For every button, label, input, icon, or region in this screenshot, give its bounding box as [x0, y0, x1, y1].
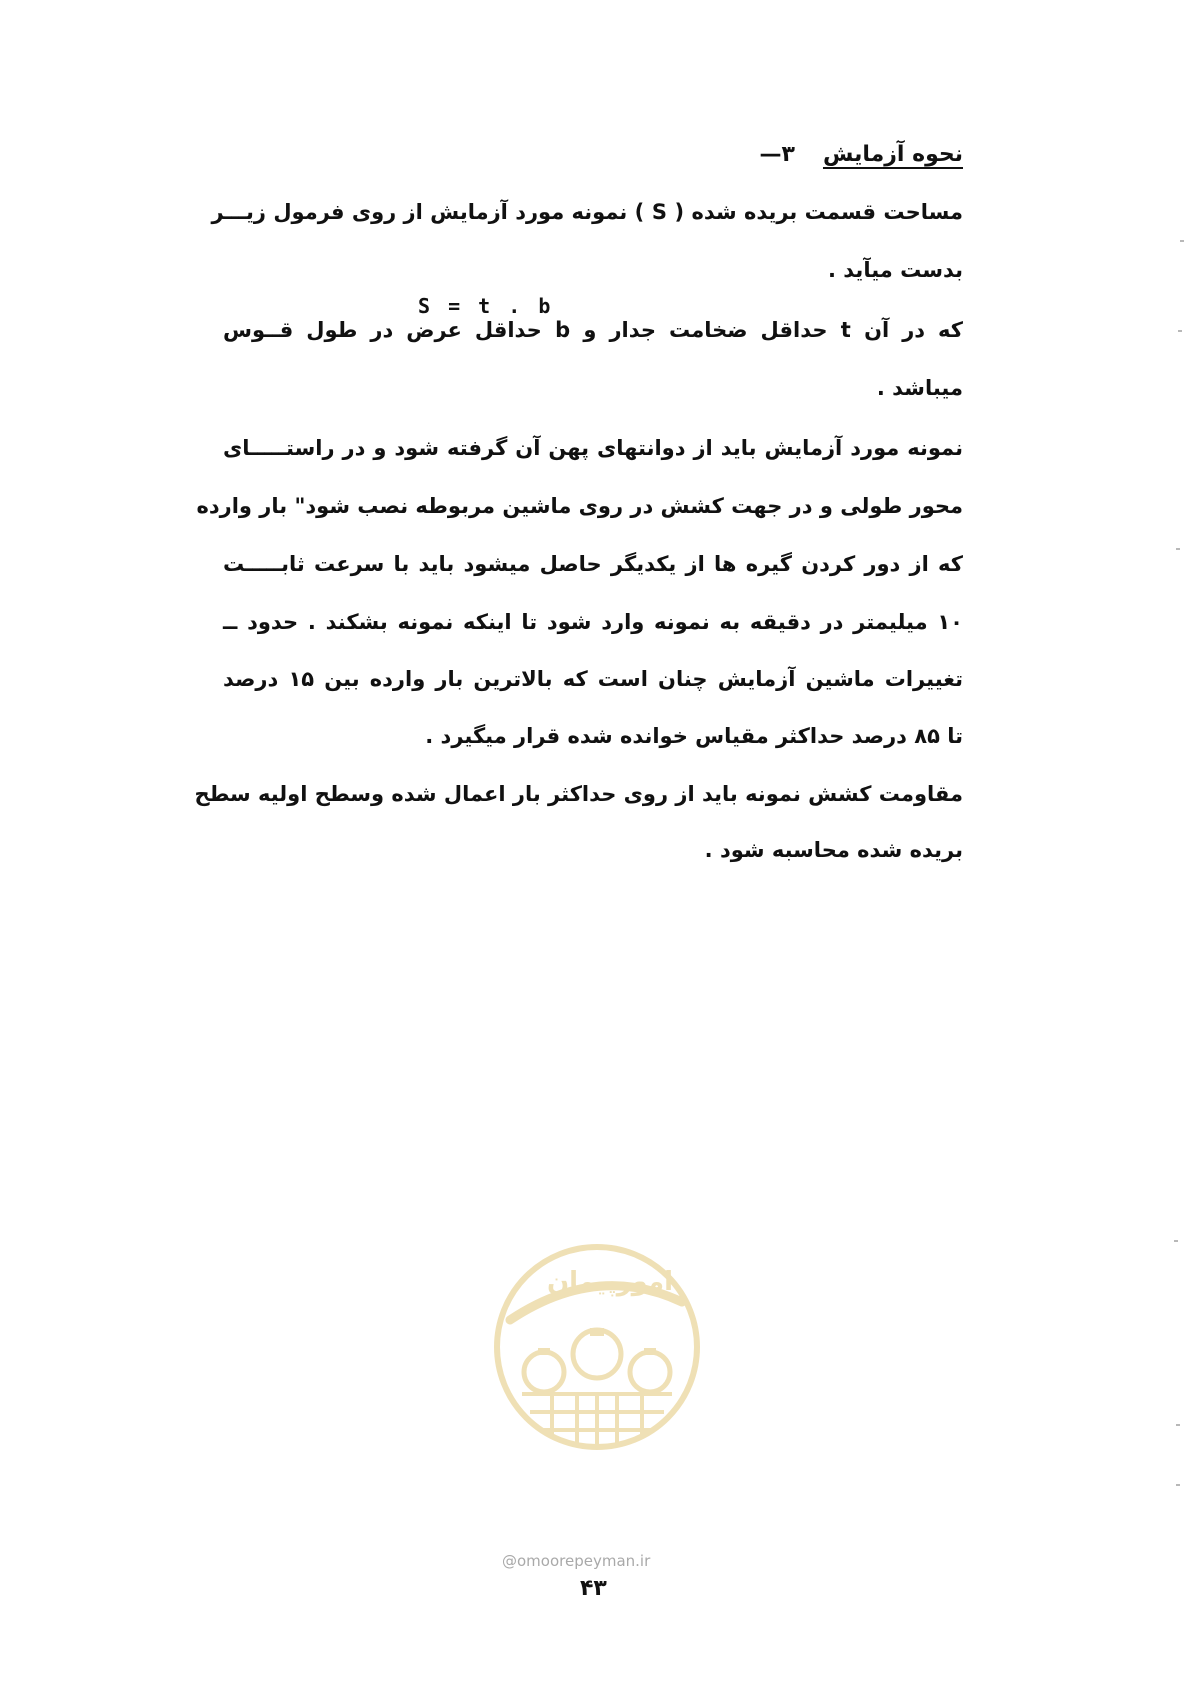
body-line: مقاومت کشش نمونه باید از روی حداکثر بار اعمال شده وسطح اولیه سطح [194, 782, 963, 806]
scan-speck [1176, 1484, 1180, 1486]
section-title: نحوه آزمایش [822, 142, 963, 167]
watermark-logo-text: امورپیمان [546, 1267, 674, 1297]
body-line: بریده شده محاسبه شود . [704, 838, 963, 862]
formula: S = t . b [418, 294, 554, 318]
body-line: تا ۸۵ درصد حداکثر مقیاس خوانده شده قرار میگیرد . [425, 724, 963, 748]
body-line: میباشد . [876, 376, 963, 400]
scan-speck [1174, 1240, 1178, 1242]
scan-speck [1176, 1424, 1180, 1426]
body-line: تغییرات ماشین آزمایش چنان است که بالاترین بار وارده بین ۱۵ درصد [223, 667, 963, 691]
scan-speck [1176, 548, 1180, 550]
body-line: مساحت قسمت بریده شده ( S ) نمونه مورد آزمایش از روی فرمول زیـــر [211, 200, 963, 224]
body-line: که در آن t حداقل ضخامت جدار و b حداقل عرض در طول قــوس [223, 318, 963, 342]
body-line: نمونه مورد آزمایش باید از دوانتهای پهن آن گرفته شود و در راستـــــای [223, 436, 963, 460]
scan-speck [1178, 330, 1182, 332]
body-line: بدست میآید . [828, 258, 963, 282]
watermark-logo [492, 1242, 702, 1452]
watermark-url: @omoorepeyman.ir [502, 1552, 651, 1570]
section-number: ۳— [759, 142, 795, 167]
section-heading [760, 142, 963, 167]
body-line: ۱۰ میلیمتر در دقیقه به نمونه وارد شود تا اینکه نمونه بشکند . حدود ــ [223, 610, 963, 634]
page-number: ۴۳ [580, 1576, 607, 1601]
body-line: محور طولی و در جهت کشش در روی ماشین مربوطه نصب شود" بار وارده [196, 494, 963, 518]
scan-speck [1180, 240, 1184, 242]
body-line: که از دور کردن گیره ها از یکدیگر حاصل میشود باید با سرعت ثابـــــت [223, 552, 963, 576]
